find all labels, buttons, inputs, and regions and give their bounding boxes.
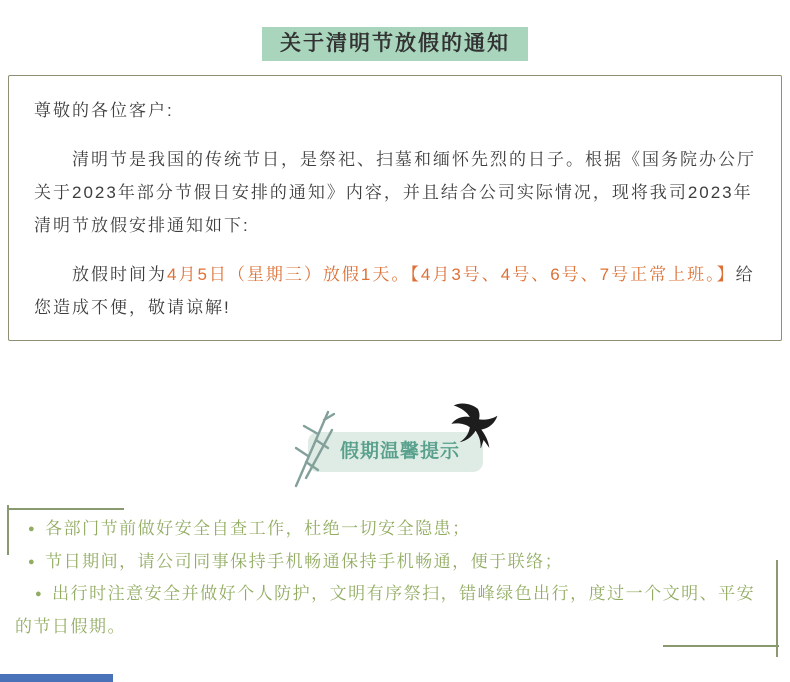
- notice-title-banner: [262, 27, 528, 61]
- holiday-tips-badge: [308, 432, 483, 472]
- tip-item: [15, 513, 760, 546]
- bullet-dot-icon: ●: [35, 588, 44, 600]
- bullet-dot-icon: ●: [28, 523, 37, 535]
- holiday-tips-badge-label: 假期温馨提示: [308, 432, 483, 472]
- bullet-dot-icon: ●: [28, 555, 37, 568]
- tip-text: 节日期间，请公司同事保持手机畅通保持手机畅通，便于联络；: [45, 551, 564, 571]
- safety-tips-list: [0, 505, 790, 643]
- footer-blue-bar: [0, 674, 113, 682]
- notice-title: 关于清明节放假的通知: [280, 32, 510, 55]
- schedule-suffix: 给您造成不便，敬请谅解!: [34, 265, 755, 317]
- notice-paragraph-intro: 清明节是我国的传统节日，是祭祀、扫墓和缅怀先烈的日子。根据《国务院办公厅关于2023年部分节假日安排的通知》内容，并且结合公司实际情况，现将我司2023年清明节放假安排通知如下:: [34, 150, 756, 235]
- tip-text: 出行时注意安全并做好个人防护，文明有序祭扫，错峰绿色出行，度过一个文明、平安的节日假期。: [15, 584, 756, 636]
- swallow-bird-icon: [449, 402, 501, 448]
- notice-paragraph-schedule: [34, 258, 756, 324]
- schedule-highlight: 4月5日（星期三）放假1天。【4月3号、4号、6号、7号正常上班。】: [167, 265, 736, 284]
- corner-bracket-bottom-right: [776, 560, 778, 657]
- corner-bracket-bottom-right: [663, 645, 779, 647]
- corner-bracket-top-left: [7, 505, 9, 555]
- tip-item: [15, 578, 760, 643]
- schedule-prefix: 放假时间为: [72, 265, 167, 284]
- corner-bracket-top-left: [7, 508, 124, 510]
- salutation: 尊敬的各位客户:: [34, 101, 174, 120]
- tip-item: [15, 546, 760, 579]
- notice-body-box: [8, 75, 782, 341]
- safety-tips-section: [0, 505, 790, 665]
- bamboo-branch-icon: [288, 408, 336, 490]
- tip-text: 各部门节前做好安全自查工作，杜绝一切安全隐患；: [45, 519, 471, 538]
